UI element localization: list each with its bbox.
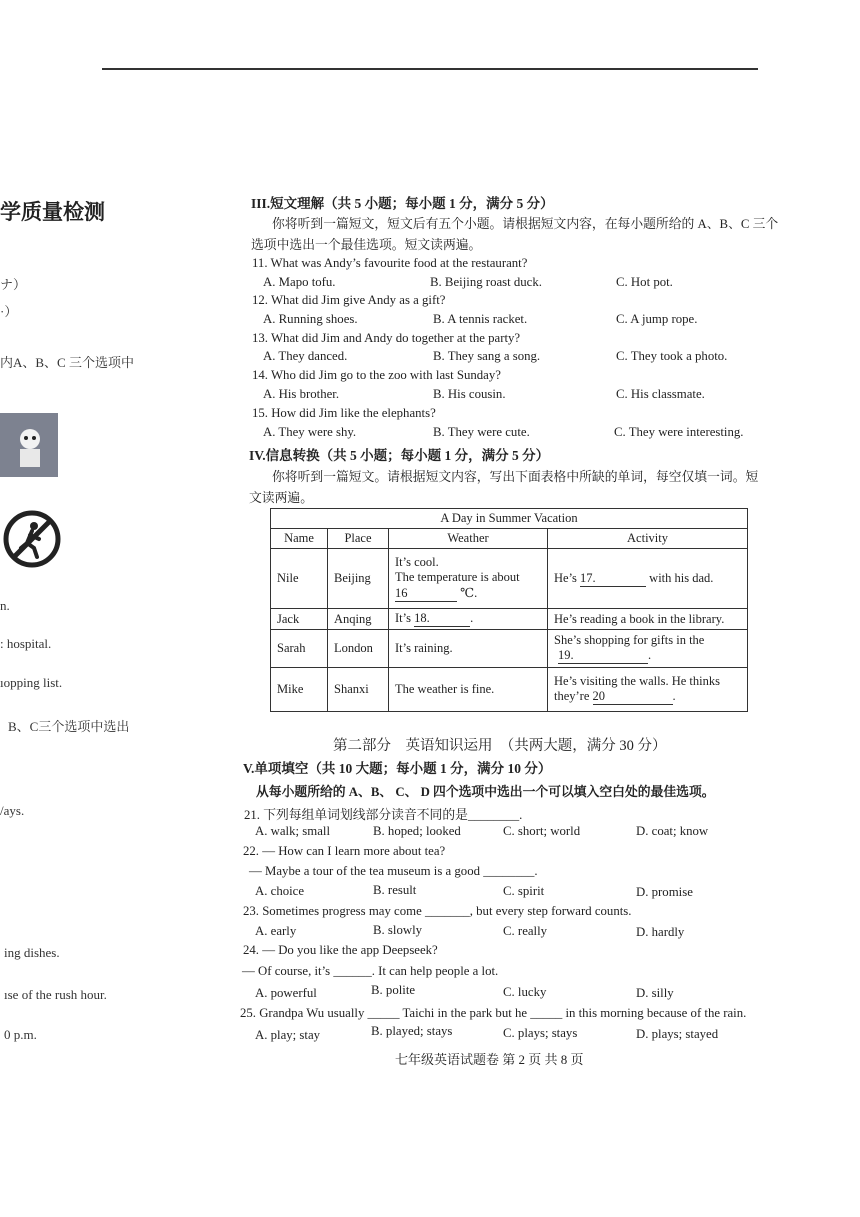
activity-line <box>554 689 741 705</box>
question-24-line2: — Of course, it’s ______. It can help people a lot. <box>242 964 499 978</box>
left-fragment: 内A、B、C 三个选项中 <box>0 355 134 370</box>
top-rule <box>102 68 758 70</box>
cell-weather: It’s raining. <box>389 630 548 668</box>
table-header: Name <box>271 529 328 549</box>
question-13: 13. What did Jim and Andy do together at the party? <box>252 331 521 345</box>
question-22-line2: — Maybe a tour of the tea museum is a good ________. <box>249 864 538 878</box>
left-fragment: ıopping list. <box>0 675 63 690</box>
cell-place: Shanxi <box>328 668 389 712</box>
section-3-instructions: 你将听到一篇短文，短文后有五个小题。请根据短文内容，在每小题所给的 A、B、C 三个 <box>272 217 779 231</box>
blank-18[interactable]: 18. <box>414 611 470 627</box>
option-c: C. spirit <box>503 884 545 898</box>
option-c: C. They took a photo. <box>616 349 728 363</box>
option-b: B. played; stays <box>371 1024 453 1038</box>
left-fragment: B、C三个选项中选出 <box>8 719 130 734</box>
option-c: C. A jump rope. <box>616 312 698 326</box>
cell-activity <box>548 630 748 668</box>
activity-line: She’s shopping for gifts in the <box>554 633 705 647</box>
period: . <box>648 648 652 662</box>
option-c: C. His classmate. <box>616 387 705 401</box>
table-caption: A Day in Summer Vacation <box>271 509 748 529</box>
option-a: A. walk; small <box>255 824 330 838</box>
section-4-instructions: 文读两遍。 <box>249 491 313 505</box>
cell-activity <box>548 668 748 712</box>
option-b: B. polite <box>371 983 416 997</box>
activity-text: they’re <box>554 689 590 703</box>
question-15: 15. How did Jim like the elephants? <box>252 406 436 420</box>
left-fragment: /ays. <box>0 803 25 818</box>
activity-line <box>554 648 741 664</box>
left-fragment: ·） <box>0 304 18 319</box>
weather-line <box>395 585 541 602</box>
option-a: A. His brother. <box>263 387 340 401</box>
option-b: B. Beijing roast duck. <box>430 275 542 289</box>
option-b: B. slowly <box>373 923 423 937</box>
table-row <box>271 549 748 609</box>
activity-text: with his dad. <box>649 570 714 585</box>
blank-20[interactable]: 20 <box>593 689 673 705</box>
cell-name: Sarah <box>271 630 328 668</box>
activity-line: He’s visiting the walls. He thinks <box>554 674 720 688</box>
left-fragment: n. <box>0 598 10 613</box>
option-c: C. short; world <box>503 824 581 838</box>
option-c: C. plays; stays <box>503 1026 578 1040</box>
question-23: 23. Sometimes progress may come _______, but every step forward counts. <box>243 904 632 918</box>
cell-activity <box>548 549 748 609</box>
blank-19[interactable]: 19. <box>558 648 648 664</box>
cell-name: Jack <box>271 609 328 630</box>
table-row <box>271 609 748 630</box>
question-21: 21. 下列每组单词划线部分读音不同的是________. <box>244 808 523 822</box>
option-c: C. really <box>503 924 548 938</box>
cell-activity: He’s reading a book in the library. <box>548 609 748 630</box>
no-running-icon <box>3 510 61 568</box>
cell-place: Beijing <box>328 549 389 609</box>
cell-weather <box>389 609 548 630</box>
option-b: B. They were cute. <box>433 425 530 439</box>
option-c: C. lucky <box>503 985 547 999</box>
left-fragment: ıse of the rush hour. <box>4 987 107 1002</box>
weather-line: It’s cool. <box>395 555 439 569</box>
left-page-title: 学质量检测 <box>0 200 105 224</box>
part-2-title: 第二部分 英语知识运用 （共两大题，满分 30 分） <box>333 738 667 754</box>
blank-16[interactable]: 16 <box>395 586 457 602</box>
cell-name: Mike <box>271 668 328 712</box>
option-a: A. Running shoes. <box>263 312 358 326</box>
option-a: A. play; stay <box>255 1028 321 1042</box>
option-a: A. They danced. <box>263 349 348 363</box>
question-14: 14. Who did Jim go to the zoo with last Sunday? <box>252 368 501 382</box>
option-d: D. silly <box>636 986 674 1000</box>
activity-text: He’s <box>554 570 577 585</box>
option-d: D. plays; stayed <box>636 1027 719 1041</box>
option-a: A. choice <box>255 884 305 898</box>
option-a: A. early <box>255 924 297 938</box>
page-footer: 七年级英语试题卷 第 2 页 共 8 页 <box>395 1052 584 1067</box>
option-b: B. hoped; looked <box>373 824 461 838</box>
cell-weather: The weather is fine. <box>389 668 548 712</box>
section-5-title: V.单项填空（共 10 大题；每小题 1 分，满分 10 分） <box>243 761 552 776</box>
period: . <box>672 689 676 703</box>
option-a: A. Mapo tofu. <box>263 275 336 289</box>
option-d: D. hardly <box>636 925 685 939</box>
option-d: D. coat; know <box>636 824 709 838</box>
cell-name: Nile <box>271 549 328 609</box>
option-b: B. A tennis racket. <box>433 312 528 326</box>
option-c: C. They were interesting. <box>614 425 744 439</box>
table-header: Place <box>328 529 389 549</box>
cell-weather <box>389 549 548 609</box>
option-a: A. powerful <box>255 986 317 1000</box>
blank-17[interactable]: 17. <box>580 571 646 587</box>
option-b: B. His cousin. <box>433 387 506 401</box>
period: . <box>470 611 474 625</box>
picture-thumbnail <box>0 413 58 477</box>
info-table <box>270 508 748 712</box>
question-22: 22. — How can I learn more about tea? <box>243 844 446 858</box>
section-3-instructions: 选项中选出一个最佳选项。短文读两遍。 <box>251 238 482 252</box>
cell-place: London <box>328 630 389 668</box>
question-12: 12. What did Jim give Andy as a gift? <box>252 293 446 307</box>
table-header: Activity <box>548 529 748 549</box>
left-fragment: 0 p.m. <box>4 1027 37 1042</box>
section-3-title: III.短文理解（共 5 小题；每小题 1 分，满分 5 分） <box>251 196 554 211</box>
option-c: C. Hot pot. <box>616 275 673 289</box>
question-11: 11. What was Andy’s favourite food at the restaurant? <box>252 256 528 270</box>
table-row <box>271 668 748 712</box>
option-b: B. result <box>373 883 417 897</box>
option-a: A. They were shy. <box>263 425 357 439</box>
option-b: B. They sang a song. <box>433 349 541 363</box>
question-24: 24. — Do you like the app Deepseek? <box>243 943 438 957</box>
table-row <box>271 630 748 668</box>
section-5-instructions: 从每小题所给的 A、B、 C、 D 四个选项中选出一个可以填入空白处的最佳选项。 <box>256 785 715 799</box>
left-fragment: ナ） <box>0 277 27 292</box>
weather-line: The temperature is about <box>395 570 520 584</box>
unit-celsius: ℃. <box>460 586 478 600</box>
left-fragment: : hospital. <box>0 636 52 651</box>
weather-text: It’s <box>395 611 411 625</box>
option-d: D. promise <box>636 885 693 899</box>
table-header: Weather <box>389 529 548 549</box>
left-fragment: ing dishes. <box>4 945 60 960</box>
question-25: 25. Grandpa Wu usually _____ Taichi in the park but he _____ in this morning because of the rain. <box>240 1006 747 1020</box>
section-4-title: IV.信息转换（共 5 小题；每小题 1 分，满分 5 分） <box>249 448 550 463</box>
section-4-instructions: 你将听到一篇短文。请根据短文内容，写出下面表格中所缺的单词，每空仅填一词。短 <box>272 470 759 484</box>
cell-place: Anqing <box>328 609 389 630</box>
